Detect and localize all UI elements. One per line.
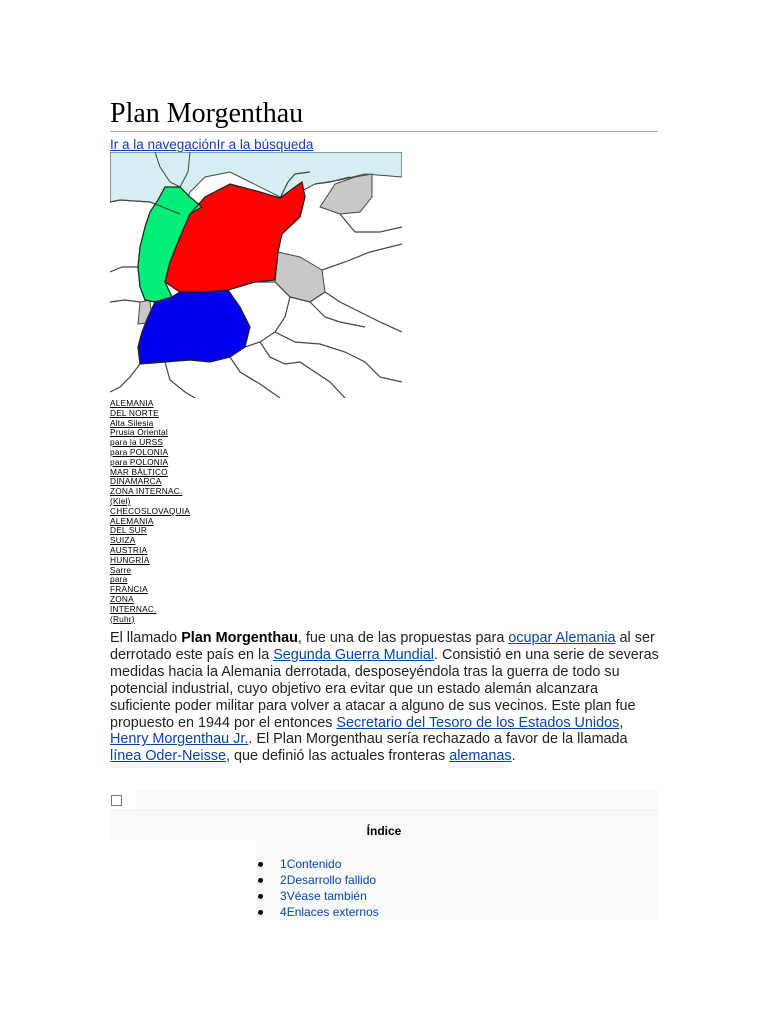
linea-oder-neisse-link[interactable]: línea Oder-Neisse [110, 748, 226, 765]
legend-item[interactable]: HUNGRÍA [110, 554, 150, 565]
bullet-icon [258, 894, 263, 899]
legend-item[interactable]: AUSTRIA [110, 544, 148, 555]
toc-item-label[interactable]: Contenido [286, 857, 342, 871]
legend-item[interactable]: ZONA INTERNAC. [110, 486, 183, 497]
bullet-icon [258, 878, 263, 883]
toc-list [256, 856, 379, 920]
legend-item[interactable]: (Ruhr) [110, 613, 135, 624]
legend-item[interactable]: DINAMARCA [110, 476, 162, 487]
legend-item[interactable]: para [110, 574, 128, 585]
segunda-guerra-mundial-link[interactable]: Segunda Guerra Mundial [273, 646, 435, 663]
intro-text: . [511, 748, 516, 765]
toc-item[interactable] [256, 856, 379, 872]
toc-item[interactable] [256, 888, 379, 904]
toc-item-label[interactable]: Desarrollo fallido [286, 873, 377, 887]
checkbox-icon[interactable] [111, 795, 122, 806]
legend-item[interactable]: SUIZA [110, 535, 136, 546]
legend-item[interactable]: para POLONIA [110, 446, 169, 457]
legend-item[interactable]: MAR BÁLTICO [110, 466, 168, 477]
legend-item[interactable]: Prusia Oriental [110, 427, 168, 438]
henry-morgenthau-link[interactable]: Henry Morgenthau Jr. [110, 731, 249, 748]
toc-left-gap [110, 840, 256, 920]
intro-text: . Consistió en una serie de severas medidas hacia la Alemania derrotada, desposeyéndola tras la guerra de todo su potencial industrial, cuyo objetivo era evitar que un estado alemán alcanzara suficiente poder militar para volver a atacar a alguno de sus vecinos. Este plan fue propuesto en 1944 por el entonces [110, 646, 659, 731]
legend-item[interactable]: para la URSS [110, 437, 164, 448]
germany-occupation-map [110, 152, 402, 398]
toc-item-label[interactable]: Enlaces externos [286, 905, 379, 919]
intro-paragraph [110, 630, 660, 765]
title-divider [110, 131, 658, 132]
legend-item[interactable]: DEL NORTE [110, 407, 159, 418]
intro-text: , fue una de las propuestas para [297, 630, 509, 646]
jump-to-navigation-link[interactable]: Ir a la navegación [110, 137, 217, 152]
toc-item-label[interactable]: Véase también [286, 889, 367, 903]
legend-item[interactable]: (Kiel) [110, 495, 131, 506]
legend-item[interactable]: Sarre [110, 564, 132, 575]
bullet-icon [258, 910, 263, 915]
jump-to-search-link[interactable]: Ir a la búsqueda [216, 137, 314, 152]
intro-text: , que definió las actuales fronteras [225, 748, 450, 765]
intro-text: al ser derrotado este país en la [110, 630, 655, 663]
intro-text: El llamado [110, 630, 182, 646]
intro-text: , [619, 714, 624, 731]
intro-text: . El Plan Morgenthau sería rechazado a favor de la llamada [248, 731, 628, 748]
legend-item[interactable]: ALEMANIA [110, 398, 154, 408]
legend-item[interactable]: para POLONIA [110, 456, 169, 467]
map-legend [110, 399, 230, 624]
page-title: Plan Morgenthau [110, 98, 304, 129]
toc-item[interactable] [256, 904, 379, 920]
legend-item[interactable]: CHECOSLOVAQUIA [110, 505, 191, 516]
toc-top-strip [136, 790, 658, 810]
legend-item[interactable]: Alta Silesia [110, 417, 154, 428]
toc-item-number: 2 [280, 873, 287, 887]
table-of-contents [110, 790, 658, 920]
toc-item-number: 1 [280, 857, 287, 871]
legend-item[interactable]: ALEMANIA [110, 515, 154, 526]
toc-item-number: 4 [280, 905, 287, 919]
jump-links [110, 137, 313, 152]
legend-item[interactable]: ZONA [110, 593, 134, 604]
intro-bold-term: Plan Morgenthau [181, 630, 298, 646]
toc-toggle[interactable] [110, 790, 136, 810]
alemanas-link[interactable]: alemanas [449, 748, 512, 765]
ocupar-alemania-link[interactable]: ocupar Alemania [508, 630, 616, 646]
legend-item[interactable]: INTERNAC. [110, 603, 157, 614]
legend-item[interactable]: FRANCIA [110, 584, 148, 595]
toc-item-number: 3 [280, 889, 287, 903]
legend-item[interactable]: DEL SUR [110, 525, 148, 536]
secretario-tesoro-link[interactable]: Secretario del Tesoro de los Estados Unidos [336, 714, 620, 731]
toc-title: Índice [366, 824, 402, 838]
toc-item[interactable] [256, 872, 379, 888]
bullet-icon [258, 862, 263, 867]
